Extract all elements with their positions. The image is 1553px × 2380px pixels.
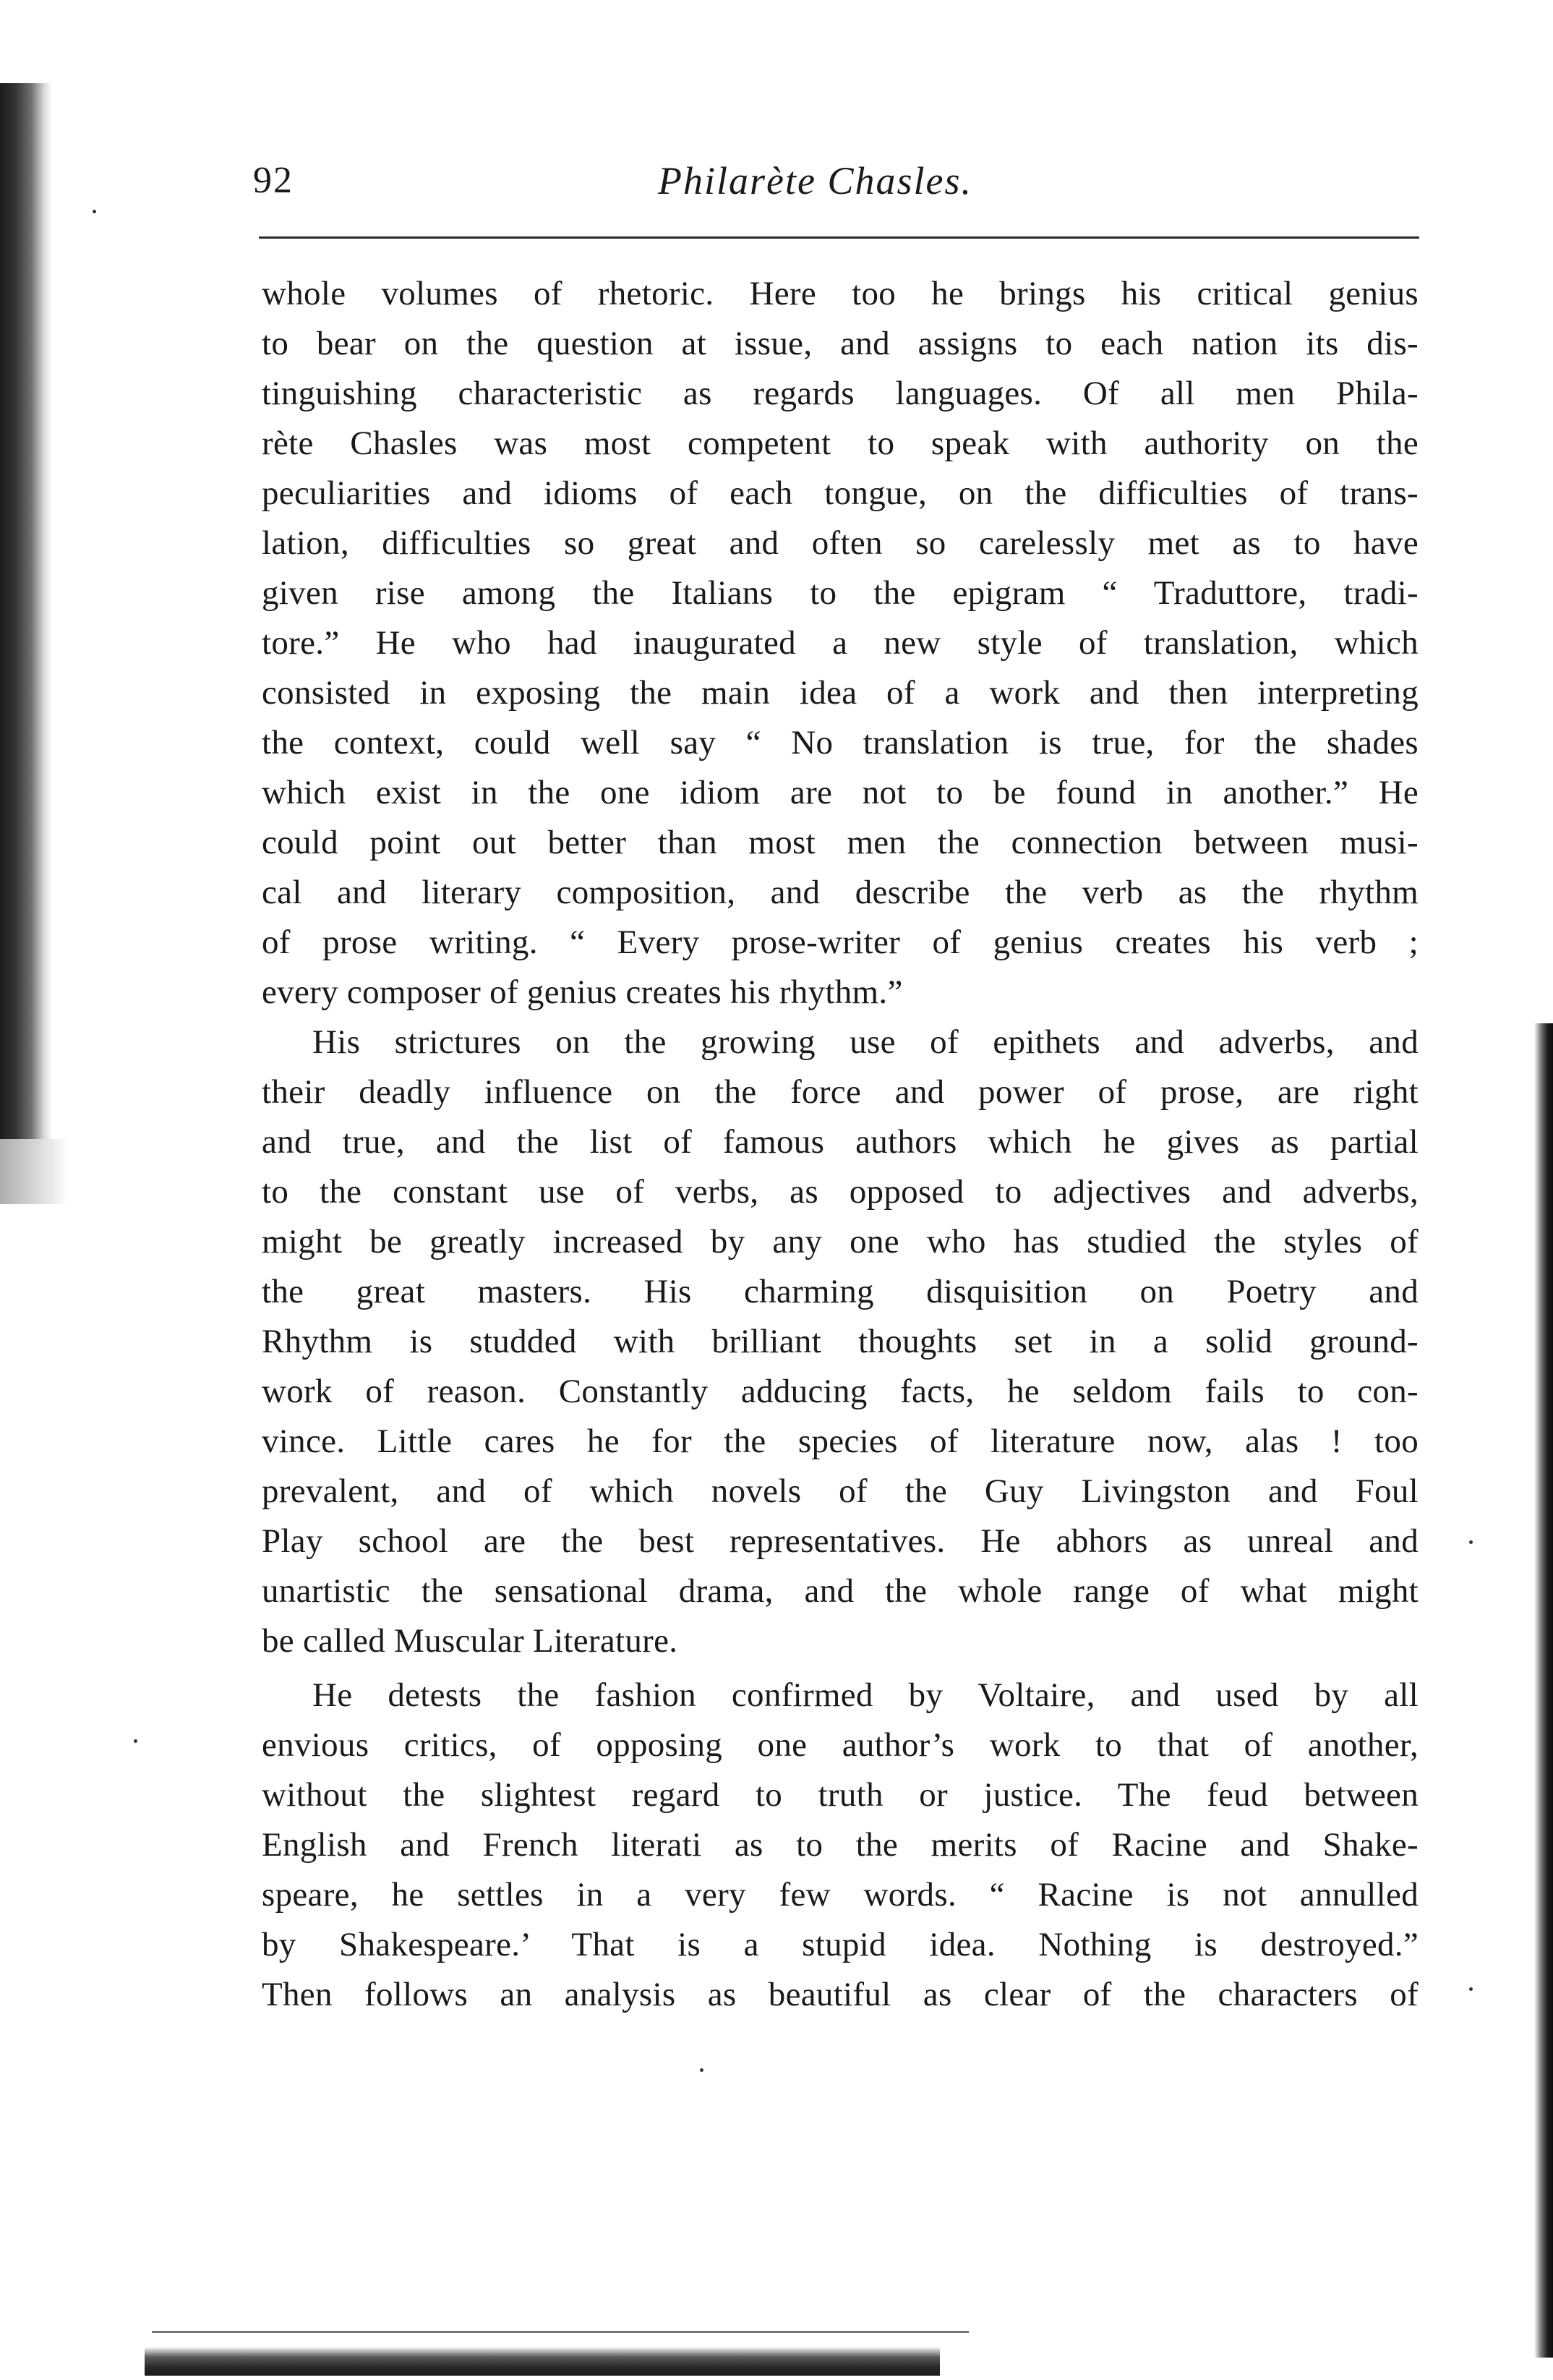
text-line: cal and literary composition, and describe the verb as the rhythm bbox=[262, 874, 1419, 911]
text-line: work of reason. Constantly adducing facts, he seldom fails to con- bbox=[262, 1373, 1419, 1410]
text-line: whole volumes of rhetoric. Here too he brings his critical genius bbox=[262, 275, 1419, 312]
text-line: envious critics, of opposing one author’s work to that of another, bbox=[262, 1726, 1419, 1764]
text-line: every composer of genius creates his rhythm.” bbox=[262, 973, 903, 1011]
scan-binding-shadow-left-tail bbox=[0, 1139, 69, 1204]
text-line: peculiarities and idioms of each tongue, on the difficulties of trans- bbox=[262, 474, 1419, 512]
text-line: lation, difficulties so great and often so carelessly met as to have bbox=[262, 524, 1419, 562]
text-line: tore.” He who had inaugurated a new style of translation, which bbox=[262, 624, 1419, 662]
text-line: could point out better than most men the connection between musi- bbox=[262, 824, 1419, 861]
text-line: their deadly influence on the force and power of prose, are right bbox=[262, 1073, 1419, 1111]
text-line: by Shakespeare.’ That is a stupid idea. Nothing is destroyed.” bbox=[262, 1926, 1419, 1963]
running-head: Philarète Chasles. bbox=[658, 159, 972, 202]
text-line: He detests the fashion confirmed by Voltaire, and used by all bbox=[312, 1676, 1419, 1714]
text-line: English and French literati as to the merits of Racine and Shake- bbox=[262, 1826, 1419, 1864]
page-header bbox=[253, 152, 1424, 210]
text-line: might be greatly increased by any one who has studied the styles of bbox=[262, 1223, 1419, 1261]
scan-edge-shadow-right bbox=[1534, 1023, 1553, 2358]
text-line: His strictures on the growing use of epithets and adverbs, and bbox=[312, 1023, 1419, 1061]
text-line: vince. Little cares he for the species of literature now, alas ! too bbox=[262, 1423, 1419, 1460]
text-line: prevalent, and of which novels of the Guy Livingston and Foul bbox=[262, 1472, 1419, 1510]
text-line: Play school are the best representatives. He abhors as unreal and bbox=[262, 1522, 1419, 1560]
text-line: Then follows an analysis as beautiful as clear of the characters of bbox=[262, 1976, 1419, 2013]
text-line: and true, and the list of famous authors which he gives as partial bbox=[262, 1123, 1419, 1161]
scan-bottom-edge-shadow bbox=[145, 2347, 940, 2376]
scan-speck bbox=[1469, 1540, 1473, 1544]
text-line: of prose writing. “ Every prose-writer of genius creates his verb ; bbox=[262, 924, 1419, 961]
text-line: speare, he settles in a very few words. “ Racine is not annulled bbox=[262, 1876, 1419, 1914]
text-line: the context, could well say “ No translation is true, for the shades bbox=[262, 724, 1419, 762]
scan-speck bbox=[134, 1739, 137, 1743]
scan-binding-shadow-left bbox=[0, 83, 52, 1139]
text-line: Rhythm is studded with brilliant thoughts set in a solid ground- bbox=[262, 1323, 1419, 1360]
scan-bottom-rule bbox=[152, 2331, 969, 2333]
scan-speck bbox=[1469, 1987, 1473, 1991]
body-text bbox=[262, 269, 1419, 2020]
paragraph bbox=[262, 1671, 1419, 2020]
text-line: tinguishing characteristic as regards languages. Of all men Phila- bbox=[262, 375, 1419, 412]
scan-speck bbox=[700, 2068, 703, 2072]
scan-speck bbox=[93, 210, 96, 213]
text-line: which exist in the one idiom are not to be found in another.” He bbox=[262, 774, 1419, 811]
header-rule bbox=[259, 236, 1419, 239]
text-line: be called Muscular Literature. bbox=[262, 1622, 678, 1660]
paragraph bbox=[262, 1018, 1419, 1666]
text-line: to the constant use of verbs, as opposed to adjectives and adverbs, bbox=[262, 1173, 1419, 1211]
paragraph bbox=[262, 269, 1419, 1018]
text-line: consisted in exposing the main idea of a work and then interpreting bbox=[262, 674, 1419, 712]
text-line: to bear on the question at issue, and assigns to each nation its dis- bbox=[262, 325, 1419, 362]
text-line: given rise among the Italians to the epigram “ Traduttore, tradi- bbox=[262, 574, 1419, 612]
text-line: the great masters. His charming disquisition on Poetry and bbox=[262, 1273, 1419, 1310]
text-line: rète Chasles was most competent to speak with authority on the bbox=[262, 425, 1419, 462]
text-line: without the slightest regard to truth or justice. The feud between bbox=[262, 1776, 1419, 1814]
page-number: 92 bbox=[253, 160, 294, 201]
text-line: unartistic the sensational drama, and the whole range of what might bbox=[262, 1572, 1419, 1610]
